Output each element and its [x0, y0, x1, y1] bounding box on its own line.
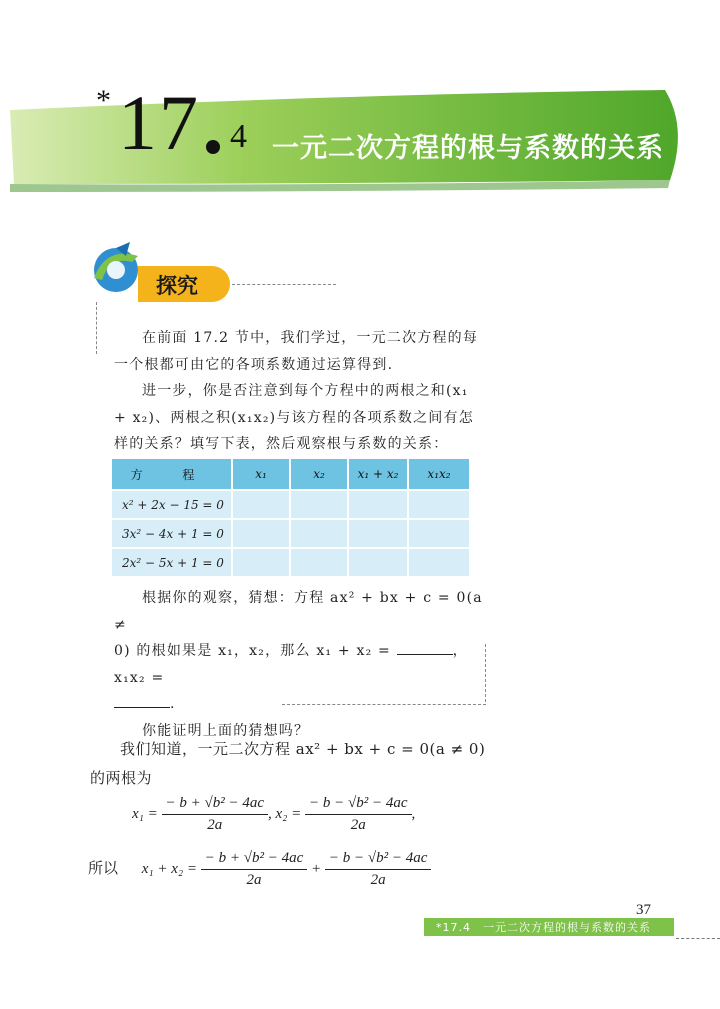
- table-cell-blank[interactable]: [408, 490, 470, 519]
- table-row: [112, 490, 470, 519]
- guess-line-2: 0) 的根如果是 x₁，x₂，那么 x₁ + x₂ = ，x₁x₂ =: [114, 638, 486, 691]
- table-cell-blank[interactable]: [232, 519, 290, 548]
- table-cell-blank[interactable]: [232, 548, 290, 577]
- explore-icon: [86, 238, 146, 302]
- sum-formula: [88, 850, 431, 889]
- running-title: *17.4 一元二次方程的根与系数的关系: [436, 921, 651, 934]
- table-cell-blank[interactable]: [348, 490, 408, 519]
- guess-line-1: 根据你的观察，猜想：方程 ax² + bx + c = 0(a ≠: [114, 590, 483, 633]
- table-row: [112, 548, 470, 577]
- dotted-rule-right: [485, 644, 486, 702]
- page-number: 37: [636, 902, 651, 918]
- table-header: x₁: [232, 459, 290, 490]
- roots-table: [112, 459, 471, 578]
- sum-label: x₁ + x₂ =: [141, 860, 198, 877]
- dotted-rule: [232, 284, 336, 285]
- table-cell-blank[interactable]: [348, 548, 408, 577]
- table-cell-blank[interactable]: [290, 548, 348, 577]
- x2-numerator: − b − √b² − 4ac: [305, 795, 412, 815]
- table-cell-equation: 3x² − 4x + 1 = 0: [112, 519, 232, 548]
- chapter-number: 17: [118, 79, 200, 166]
- x1-fraction: [162, 795, 269, 834]
- table-header: x₂: [290, 459, 348, 490]
- footer-dotted-rule: [676, 938, 720, 939]
- x2-denominator: 2a: [350, 817, 366, 833]
- x2-fraction: [305, 795, 412, 834]
- so-label: 所以: [88, 858, 119, 877]
- sum-denominator-1: 2a: [246, 872, 262, 888]
- sum-fraction-2: [325, 850, 432, 889]
- product-blank[interactable]: [114, 693, 170, 708]
- table-cell-blank[interactable]: [290, 490, 348, 519]
- optional-star: *: [96, 84, 111, 117]
- guess-paragraph: [114, 585, 486, 744]
- sum-numerator-2: − b − √b² − 4ac: [325, 850, 432, 870]
- table-cell-equation: x² + 2x − 15 = 0: [112, 490, 232, 519]
- dotted-rule-bottom: [282, 704, 486, 705]
- table-cell-blank[interactable]: [290, 519, 348, 548]
- x1-numerator: − b + √b² − 4ac: [162, 795, 269, 815]
- section-dot: [206, 140, 220, 154]
- sum-denominator-2: 2a: [370, 872, 386, 888]
- known-paragraph: 我们知道，一元二次方程 ax² + bx + c = 0(a ≠ 0) 的两根为: [90, 740, 486, 787]
- table-cell-blank[interactable]: [408, 519, 470, 548]
- table-header-row: [112, 459, 470, 490]
- table-header: x₁ + x₂: [348, 459, 408, 490]
- plus-sign: +: [311, 860, 322, 877]
- guess-question: 你能证明上面的猜想吗？: [142, 722, 310, 739]
- x2-label: x₂ =: [275, 805, 302, 822]
- dotted-rule-left: [96, 302, 97, 354]
- x1-label: x₁ =: [132, 805, 158, 822]
- sum-numerator-1: − b + √b² − 4ac: [201, 850, 308, 870]
- table-cell-equation: 2x² − 5x + 1 = 0: [112, 548, 232, 577]
- guess-line-3: .: [114, 691, 486, 718]
- table-cell-blank[interactable]: [348, 519, 408, 548]
- x1-denominator: 2a: [207, 817, 223, 833]
- sum-blank[interactable]: [397, 640, 453, 655]
- table-cell-blank[interactable]: [408, 548, 470, 577]
- section-number: 4: [230, 118, 247, 155]
- table-cell-blank[interactable]: [232, 490, 290, 519]
- sum-fraction-1: [201, 850, 308, 889]
- section-title: 一元二次方程的根与系数的关系: [272, 133, 664, 164]
- explore-label: 探究: [156, 274, 198, 298]
- explore-paragraph-1: 在前面 17.2 节中，我们学过，一元二次方程的每一个根都可由它的各项系数通过运算得到.: [114, 330, 479, 373]
- roots-formula: x₁ = $\frac{\text{− b + √b² − 4ac}}{2a}$ , x₂ = $\frac{\text{− b − √b² − 4ac}}{2a}$ ,: [132, 795, 416, 833]
- table-row: [112, 519, 470, 548]
- table-header: 方 程: [112, 459, 232, 490]
- explore-paragraph-2: 进一步，你是否注意到每个方程中的两根之和(x₁ + x₂)、两根之积(x₁x₂)与该方程的各项系数之间有怎样的关系？填写下表，然后观察根与系数的关系：: [114, 383, 474, 452]
- table-header: x₁x₂: [408, 459, 470, 490]
